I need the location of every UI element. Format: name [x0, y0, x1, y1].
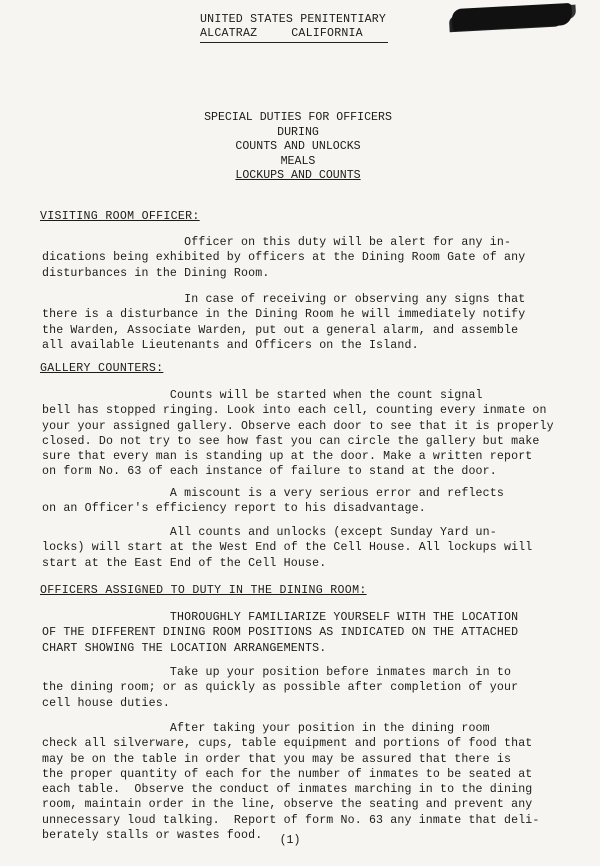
text-line: cell house duties.	[42, 696, 170, 710]
letterhead	[200, 13, 388, 43]
text-line: the dining room; or as quickly as possible after completion of your	[42, 681, 519, 695]
title-line: DURING	[277, 125, 319, 139]
text-line: berately stalls or wastes food.	[42, 829, 263, 843]
section-heading-dining: OFFICERS ASSIGNED TO DUTY IN THE DINING ROOM:	[40, 584, 367, 597]
text-line: check all silverware, cups, table equipment and portions of food that	[42, 737, 533, 751]
letterhead-line-2	[200, 27, 388, 43]
text-line: the proper quantity of each for the number of inmates to be seated at	[42, 767, 533, 781]
text-line: your your assigned gallery. Observe each door to see that it is properly	[42, 419, 554, 433]
paragraph-6	[42, 610, 542, 656]
text-line: A miscount is a very serious error and reflects	[42, 487, 504, 500]
text-line: disturbances in the Dining Room.	[42, 266, 270, 280]
paragraph-1	[42, 235, 542, 281]
title-line: MEALS	[280, 154, 316, 168]
letterhead-city: ALCATRAZ	[200, 27, 258, 40]
text-line: Take up your position before inmates march in to	[42, 666, 512, 679]
text-line: locks) will start at the West End of the Cell House. All lockups will	[42, 541, 533, 555]
paragraph-8	[42, 721, 542, 843]
page-number: (1)	[279, 834, 301, 847]
text-line: may be on the table in order that you may be assured that there is	[42, 752, 512, 766]
text-line: In case of receiving or observing any signs that	[42, 293, 526, 306]
title-line: LOCKUPS AND COUNTS	[235, 169, 361, 182]
text-line: the Warden, Associate Warden, put out a general alarm, and assemble	[42, 323, 519, 337]
text-line: CHART SHOWING THE LOCATION ARRANGEMENTS.	[42, 641, 327, 655]
text-line: Counts will be started when the count signal	[42, 389, 483, 402]
text-line: sure that every man is standing up at the door. Make a written report	[42, 450, 533, 464]
text-line: on form No. 63 of each instance of failure to stand at the door.	[42, 465, 497, 479]
text-line: closed. Do not try to see how fast you can circle the gallery but make	[42, 434, 540, 448]
text-line: on an Officer's efficiency report to his disadvantage.	[42, 502, 426, 516]
document-title	[0, 111, 600, 184]
text-line: each table. Observe the conduct of inmates marching in to the dining	[42, 783, 533, 797]
section-heading-gallery: GALLERY COUNTERS:	[40, 362, 164, 375]
section-heading-visiting: VISITING ROOM OFFICER:	[40, 210, 200, 223]
title-line: COUNTS AND UNLOCKS	[235, 140, 361, 153]
text-line: room, maintain order in the line, observe the seating and prevent any	[42, 798, 533, 812]
text-line: After taking your position in the dining room	[42, 722, 490, 735]
paragraph-2	[42, 292, 542, 353]
text-line: Officer on this duty will be alert for any in-	[42, 236, 512, 249]
text-line: unnecessary loud talking. Report of form No. 63 any inmate that deli-	[42, 813, 540, 827]
text-line: dications being exhibited by officers at the Dining Room Gate of any	[42, 251, 526, 265]
paragraph-4	[42, 486, 542, 517]
redaction-mark	[452, 3, 573, 31]
text-line: all available Lieutenants and Officers on the Island.	[42, 338, 419, 352]
letterhead-state: CALIFORNIA	[291, 27, 363, 40]
text-line: start at the East End of the Cell House.	[42, 556, 327, 570]
title-line: SPECIAL DUTIES FOR OFFICERS	[204, 111, 392, 124]
text-line: there is a disturbance in the Dining Room he will immediately notify	[42, 308, 526, 322]
letterhead-line-1: UNITED STATES PENITENTIARY	[200, 13, 387, 26]
text-line: OF THE DIFFERENT DINING ROOM POSITIONS AS INDICATED ON THE ATTACHED	[42, 626, 519, 640]
paragraph-3	[42, 388, 554, 480]
paragraph-5	[42, 525, 542, 571]
text-line: bell has stopped ringing. Look into each cell, counting every inmate on	[42, 404, 547, 418]
text-line: THOROUGHLY FAMILIARIZE YOURSELF WITH THE LOCATION	[42, 611, 519, 624]
text-line: All counts and unlocks (except Sunday Yard un-	[42, 526, 497, 539]
paragraph-7	[42, 665, 542, 711]
